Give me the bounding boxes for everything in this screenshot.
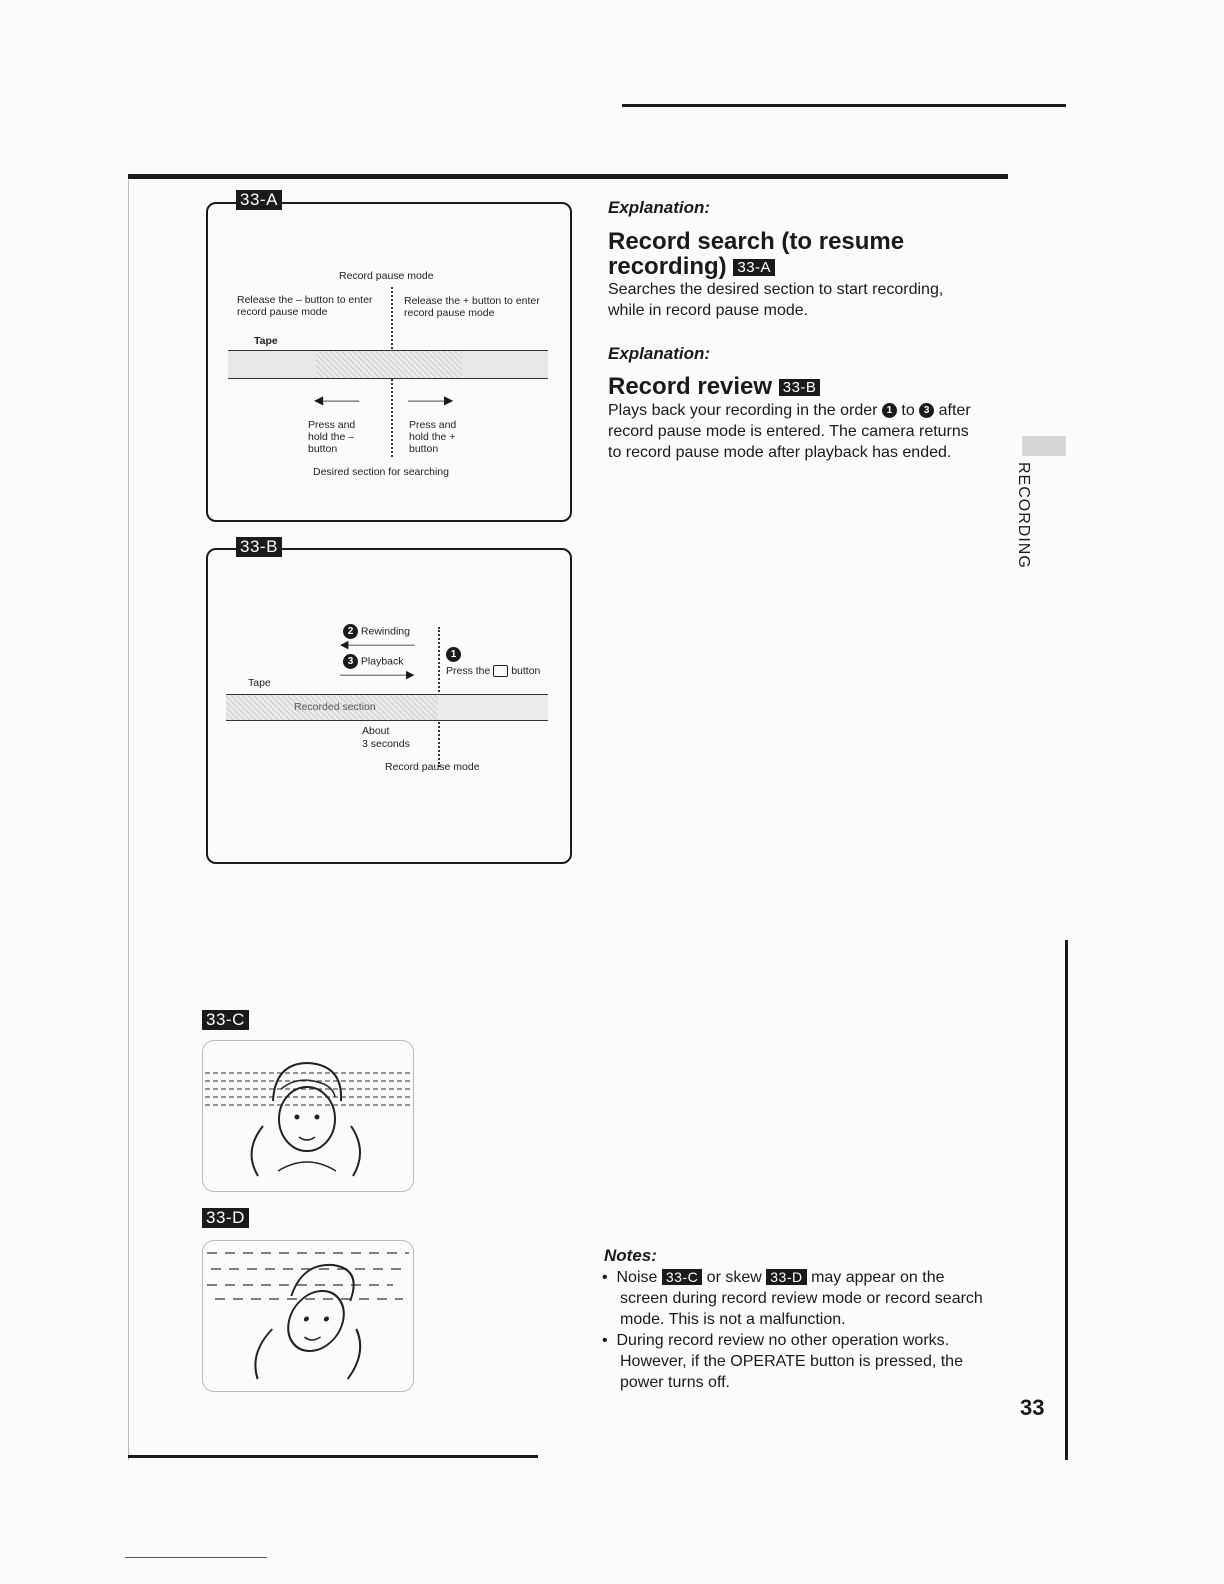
figure-33b-about: About [362, 725, 390, 737]
side-tab-marker [1022, 436, 1066, 456]
figure-33c-screen [202, 1040, 414, 1192]
review-button-icon [493, 665, 508, 677]
figure-33b-step1 [446, 646, 461, 664]
figure-33a-desired: Desired section for searching [313, 466, 449, 478]
figure-33a-left-release: Release the – button to enter record pause mode [237, 294, 373, 318]
section2-body: Plays back your recording in the order 1 to 3 after record pause mode is entered. The camera returns to record pause mode after playback has ended. [608, 402, 971, 461]
step-1-badge: 1 [446, 647, 461, 662]
figure-33c-tag: 33-C [202, 1010, 249, 1030]
bottom-blue-line [125, 1557, 267, 1558]
figure-33a-left-arrow: ◀——— [314, 393, 360, 407]
section1-body: Searches the desired section to start recording, while in record pause mode. [608, 281, 944, 319]
figure-33b-rewinding [343, 624, 410, 639]
figure-33b-mode-label: Record pause mode [385, 761, 480, 773]
figure-33b-tape-bottom [226, 720, 548, 721]
rewinding-label: Rewinding [360, 625, 410, 638]
figure-33a-search-section [316, 351, 462, 378]
note-tag-33d: 33-D [766, 1269, 806, 1285]
order-end-badge: 3 [919, 403, 934, 418]
skew-woman-illustration [203, 1241, 413, 1391]
section1-tag: 33-A [733, 259, 775, 276]
figure-33a-tag: 33-A [236, 190, 282, 210]
figure-33a-right-arrow: ———▶ [408, 393, 454, 407]
section1-title: Record search (to resume recording) 33-A [608, 228, 905, 280]
figure-33a-press-plus: Press and hold the + button [409, 419, 457, 455]
section2-explanation: Explanation: [608, 344, 711, 363]
figure-33b-recorded-label: Recorded section [294, 701, 376, 713]
playback-label: Playback [360, 655, 404, 668]
note-item: • Noise 33-C or skew 33-D may appear on the screen during record review mode or record search mode. This is not a malfunction. [602, 1269, 983, 1328]
top-right-rule [622, 104, 1066, 107]
figure-33a-right-release: Release the + button to enter record pause mode [404, 295, 540, 319]
section2-tag: 33-B [779, 379, 821, 396]
figure-33b-tape-label: Tape [248, 677, 271, 689]
step-2-badge: 2 [343, 624, 358, 639]
section1-explanation: Explanation: [608, 198, 711, 217]
side-section-label: RECORDING [1015, 462, 1032, 569]
header-rule [128, 174, 1008, 179]
bottom-rule [128, 1455, 538, 1458]
figure-33a-tape-bottom [228, 378, 548, 379]
noise-woman-illustration [203, 1041, 413, 1191]
note-item: • During record review no other operation works. However, if the OPERATE button is pressed, the power turns off. [602, 1332, 963, 1391]
left-margin-line [128, 180, 129, 1460]
figure-33b-seconds: 3 seconds [362, 738, 410, 750]
figure-33a-press-minus: Press and hold the – button [308, 419, 356, 455]
page-number: 33 [1020, 1395, 1045, 1420]
note-tag-33c: 33-C [662, 1269, 702, 1285]
step-3-badge: 3 [343, 654, 358, 669]
figure-33b-play-arrow: ——————▶ [340, 669, 415, 681]
figure-33a-mode-label: Record pause mode [339, 270, 434, 282]
right-margin-line [1065, 940, 1068, 1460]
figure-33d-tag: 33-D [202, 1208, 249, 1228]
figure-33a-tape-label: Tape [254, 335, 278, 347]
notes-title: Notes: [604, 1246, 657, 1265]
figure-33b-rewind-arrow: ◀—————— [340, 639, 415, 651]
figure-33b-tag: 33-B [236, 537, 282, 557]
order-start-badge: 1 [882, 403, 897, 418]
notes-list [602, 1267, 996, 1393]
figure-33d-screen [202, 1240, 414, 1392]
section2-title: Record review 33-B [608, 374, 820, 399]
figure-33b-playback [343, 654, 404, 669]
figure-33b-press-button: Press the button [446, 665, 541, 677]
